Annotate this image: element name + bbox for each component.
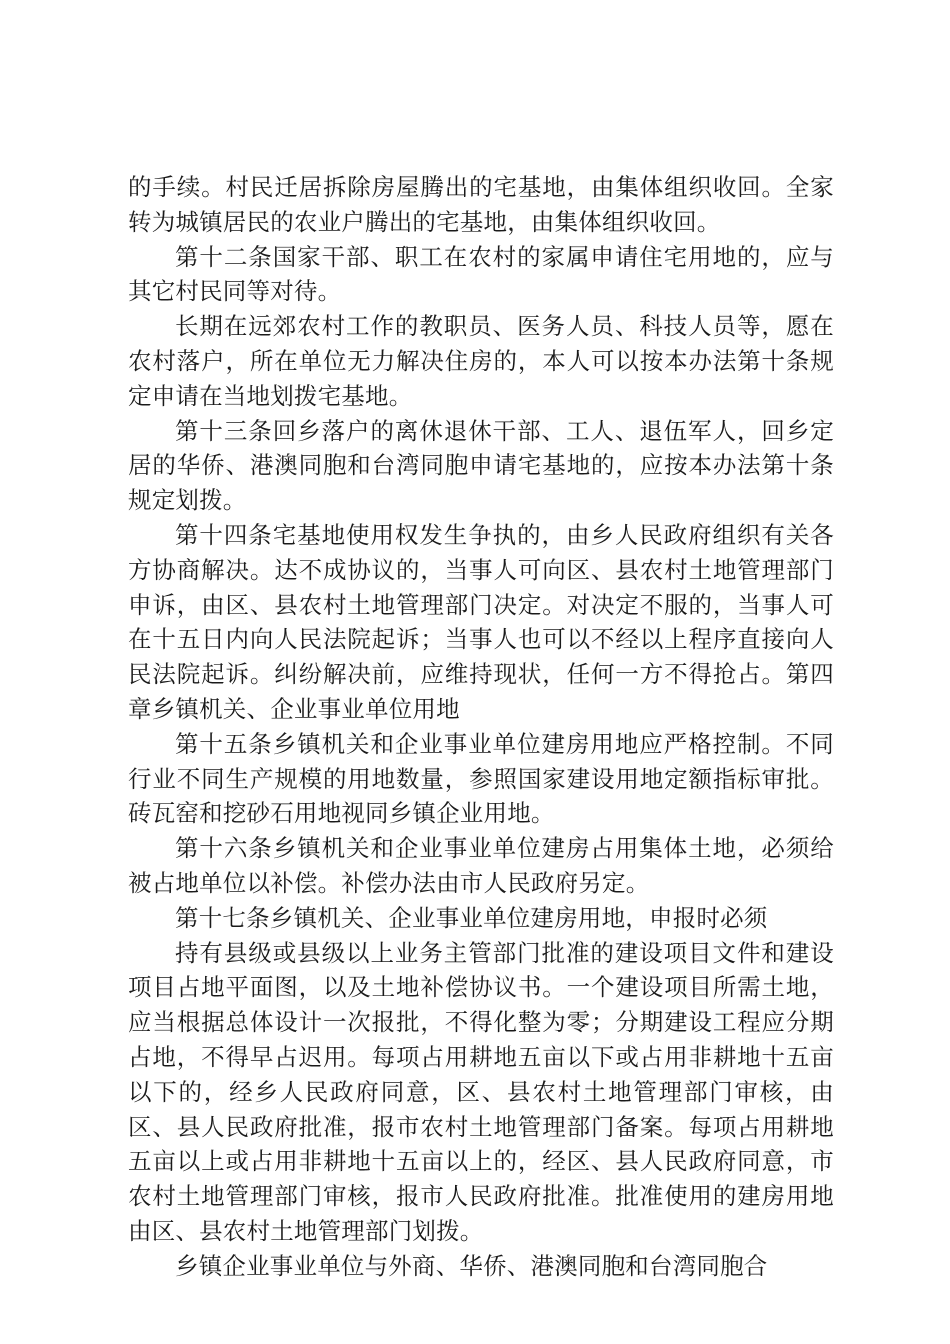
- paragraph-5: 第十四条宅基地使用权发生争执的，由乡人民政府组织有关各方协商解决。达不成协议的，当事人可向区、县农村土地管理部门申诉，由区、县农村土地管理部门决定。对决定不服的，当事人可在十五日内向人民法院起诉；当事人也可以不经以上程序直接向人民法院起诉。纠纷解决前，应维持现状，任何一方不得抢占。第四章乡镇机关、企业事业单位用地: [128, 520, 834, 723]
- paragraph-1: 的手续。村民迁居拆除房屋腾出的宅基地，由集体组织收回。全家转为城镇居民的农业户腾出的宅基地，由集体组织收回。: [128, 173, 834, 236]
- paragraph-6: 第十五条乡镇机关和企业事业单位建房用地应严格控制。不同行业不同生产规模的用地数量，参照国家建设用地定额指标审批。砖瓦窑和挖砂石用地视同乡镇企业用地。: [128, 729, 834, 828]
- paragraph-8: 第十七条乡镇机关、企业事业单位建房用地，申报时必须: [175, 903, 768, 932]
- paragraph-9: 持有县级或县级以上业务主管部门批准的建设项目文件和建设项目占地平面图，以及土地补偿协议书。一个建设项目所需土地，应当根据总体设计一次报批，不得化整为零；分期建设工程应分期占地，不得早占迟用。每项占用耕地五亩以下或占用非耕地十五亩以下的，经乡人民政府同意，区、县农村土地管理部门审核，由区、县人民政府批准，报市农村土地管理部门备案。每项占用耕地五亩以上或占用非耕地十五亩以上的，经区、县人民政府同意，市农村土地管理部门审核，报市人民政府批准。批准使用的建房用地由区、县农村土地管理部门划拨。: [128, 938, 834, 1245]
- paragraph-2: 第十二条国家干部、职工在农村的家属申请住宅用地的，应与其它村民同等对待。: [128, 242, 834, 306]
- paragraph-4: 第十三条回乡落户的离休退休干部、工人、退伍军人，回乡定居的华侨、港澳同胞和台湾同胞申请宅基地的，应按本办法第十条规定划拨。: [128, 416, 834, 515]
- paragraph-10: 乡镇企业事业单位与外商、华侨、港澳同胞和台湾同胞合: [175, 1251, 768, 1280]
- document-body: [128, 170, 834, 1284]
- paragraph-7: 第十六条乡镇机关和企业事业单位建房占用集体土地，必须给被占地单位以补偿。补偿办法由市人民政府另定。: [128, 834, 834, 897]
- paragraph-3: 长期在远郊农村工作的教职员、医务人员、科技人员等，愿在农村落户，所在单位无力解决住房的，本人可以按本办法第十条规定申请在当地划拨宅基地。: [128, 312, 834, 410]
